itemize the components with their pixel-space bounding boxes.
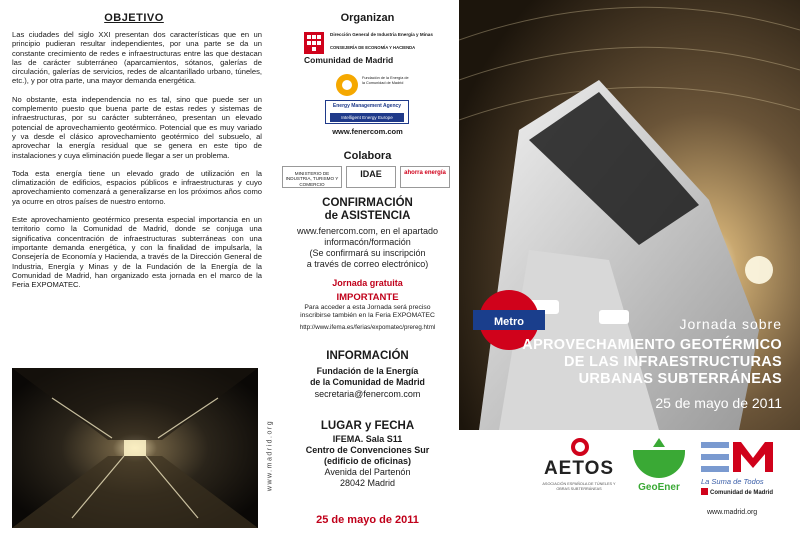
confirmacion-text [276, 226, 459, 270]
hero-title-line-2: DE LAS INFRAESTRUCTURAS [564, 354, 782, 370]
geoener-bowl-icon [633, 450, 685, 478]
idae-logo: IDAE [346, 166, 396, 188]
lugar-line-1: IFEMA. Sala S11 [332, 434, 403, 444]
aetos-subtitle: ASOCIACIÓN ESPAÑOLA DE TÚNELES Y OBRAS SUBTERRÁNEAS [542, 482, 616, 491]
aetos-name: AETOS [543, 458, 615, 479]
confirmacion-title-1: CONFIRMACIÓN [322, 197, 413, 209]
vertical-url-text: www.madrid.org [266, 419, 274, 492]
event-date: 25 de mayo de 2011 [316, 514, 419, 526]
hero-title-line-3: URBANAS SUBTERRÁNEAS [578, 371, 782, 387]
objetivo-paragraph-2: No obstante, esta independencia no es tal, sino que puede ser un complemento puesto que buena parte de estas redes y sistemas de infraestructuras, por su carácter subterráneo, presentan un elevado potencial de aprovechamiento geotérmico. Potencial que es muy variado y va desde el clásico aprovechamiento geotérmico del subsuelo, al aprovechar la energía residual que se genera en este tipo de instalaciones y cuya eliminación puede llegar a ser un problema. [12, 94, 262, 160]
lugar-address [276, 467, 459, 489]
hero-title [459, 337, 800, 388]
ministerio-logo: MINISTERIO DE INDUSTRIA, TURISMO Y COMERCIO [282, 166, 342, 188]
informacion-email[interactable]: secretaria@fenercom.com [314, 389, 421, 399]
fenercom-logo-text: Fundación de la Energía de la Comunidad de Madrid [362, 76, 409, 85]
geoener-arrow-icon [653, 438, 665, 447]
ema-line1: Energy Management Agency [332, 103, 402, 109]
confirmacion-title-2: de ASISTENCIA [324, 210, 411, 222]
cm-label-text: Comunidad de Madrid [710, 490, 773, 496]
fenercom-logo [276, 72, 459, 100]
aetos-logo [539, 438, 619, 508]
comunidad-madrid-label [701, 488, 795, 496]
lugar-venue [276, 434, 459, 467]
importante-line-2: inscribirse también en la Feria EXPOMATEC [300, 312, 435, 319]
lugar-line-4: Avenida del Partenón [324, 467, 411, 477]
organizan-heading: Organizan [340, 12, 395, 24]
hero-title-line-1: APROVECHAMIENTO GEOTÉRMICO [522, 337, 782, 353]
ema-logo [276, 100, 459, 124]
lugar-heading: LUGAR y FECHA [320, 420, 415, 432]
comunidad-madrid-em-logo [699, 438, 795, 508]
madrid-url[interactable]: www.madrid.org [707, 509, 758, 516]
em-mark-icon [701, 438, 773, 476]
importante-heading: IMPORTANTE [336, 292, 399, 303]
hero-subtitle: Jornada sobre [679, 316, 782, 332]
objetivo-heading: OBJETIVO [104, 12, 164, 24]
informacion-line-1: Fundación de la Energía [316, 366, 419, 376]
fenercom-icon [336, 74, 358, 96]
lugar-line-2: Centro de Convenciones Sur [305, 445, 430, 455]
informacion-heading: INFORMACIÓN [326, 350, 409, 362]
lugar-line-3: (edificio de oficinas) [323, 456, 411, 466]
importante-text [276, 304, 459, 320]
cm-logo-line1: Dirección General de Industria Energía y Minas [330, 32, 433, 37]
hero-date: 25 de mayo de 2011 [655, 395, 782, 411]
jornada-gratuita: Jornada gratuita [332, 278, 403, 288]
objetivo-paragraph-3: Toda esta energía tiene un elevado grado de utilización en la climatización de edificios, espacios públicos e infraestructuras y cuyo aprovechamiento comenzará a generalizarse en los próximos años como ya ocurre en otros países de nuestro entorno. [12, 168, 262, 206]
cm-logo-line2: CONSEJERÍA DE ECONOMÍA Y HACIENDA [330, 45, 416, 50]
confirmacion-line-1[interactable]: www.fenercom.com, en el apartado [296, 226, 439, 236]
aetos-ring-icon [571, 438, 589, 456]
cm-logo-line3: Comunidad de Madrid [304, 55, 394, 65]
colabora-logos [276, 166, 459, 188]
objetivo-paragraph-4: Este aprovechamiento geotérmico presenta especial importancia en un territorio como la Comunidad de Madrid, donde se conjuga una significativa concentración de infraestructuras subterráneas con una importante demanda energética, y con la finalidad de impulsarla, la Consejería de Economía y Hacienda, a través de la Dirección General de Industria, Energía y Minas y de la Fundación de la Energía de la Comunidad de Madrid, han organizado esta jornada en el marco de la Feria EXPOMATEC. [12, 215, 262, 290]
expomatec-url[interactable]: http://www.ifema.es/ferias/expomatec/prereg.html [299, 324, 436, 331]
comunidad-madrid-logo [276, 30, 459, 70]
confirmacion-line-3: (Se confirmará su inscripción [309, 248, 426, 258]
vertical-madrid-url [262, 420, 276, 500]
informacion-line-2: de la Comunidad de Madrid [310, 377, 425, 387]
geoener-name: GeoEner [638, 482, 680, 493]
confirmacion-line-4: a través de correo electrónico) [306, 259, 429, 269]
madrid-flag-small-icon [701, 488, 708, 495]
importante-line-1: Para acceder a esta Jornada será preciso [304, 304, 431, 311]
fenercom-url[interactable]: www.fenercom.com [332, 127, 403, 136]
suma-de-todos: La Suma de Todos [701, 477, 764, 486]
geoener-logo [627, 438, 691, 508]
objetivo-column [0, 0, 268, 534]
ema-line2: Intelligent Energy Europe [330, 113, 404, 122]
confirmacion-line-2: informacón/formación [324, 237, 411, 247]
ahorra-energia-logo: ahorra energía [400, 166, 450, 188]
sponsor-logos [459, 432, 800, 534]
lugar-line-5: 28042 Madrid [339, 478, 396, 488]
informacion-text [276, 366, 459, 388]
confirmacion-heading [276, 197, 459, 223]
colabora-heading: Colabora [343, 150, 392, 162]
cover-column [459, 0, 800, 534]
info-column [276, 0, 459, 534]
madrid-flag-icon [304, 32, 324, 54]
objetivo-paragraph-1: Las ciudades del siglo XXI presentan dos características que en un principio pudieran resultar independientes, por una parte se da un constante crecimiento de redes e infraestructuras entre las que destacan las de carácter subterráneo (aparcamientos, sótanos, galerías de circulación, galerías de servicios, redes de alcantarillado urbano, túneles, etc.), y por otra parte, una mayor demanda energética. [12, 30, 262, 86]
metro-sign: Metro [494, 316, 524, 328]
tunnel-photo [12, 368, 258, 528]
objetivo-text [12, 30, 262, 298]
